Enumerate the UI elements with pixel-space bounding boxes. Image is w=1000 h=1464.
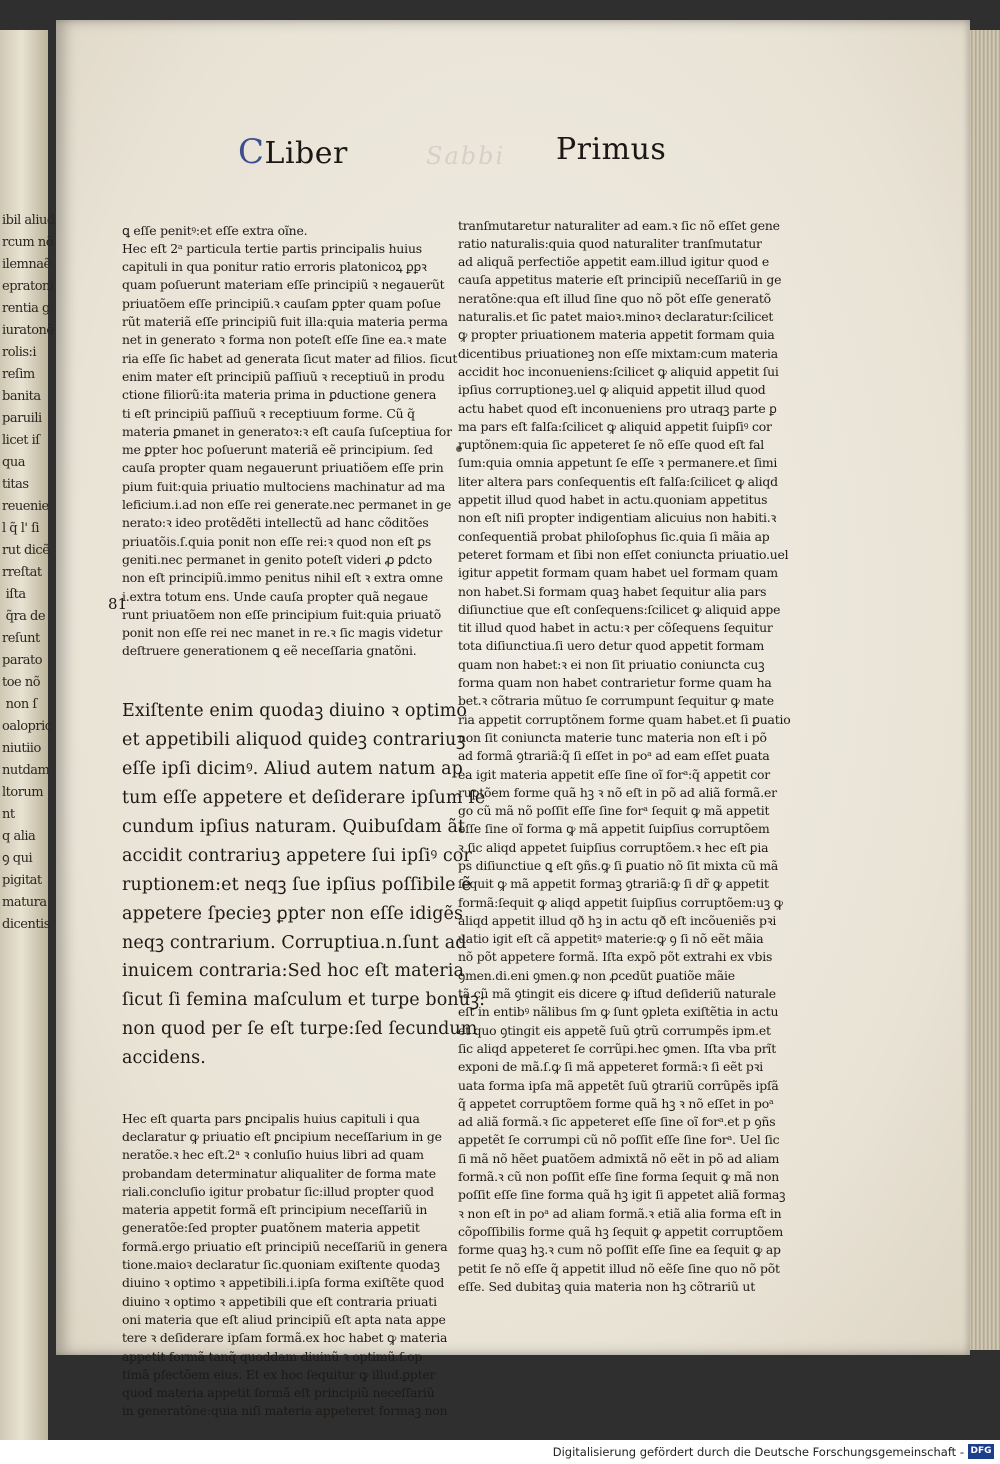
text-line: enim mater eſt principiũ paſſiuũ ꝛ receptiuũ in produ [122,368,445,384]
text-line: non habet.Si formam quaꝫ habet ſequitur alia pars [458,583,767,599]
text-line: appetere ſpecieꝫ ꝑpter non eſſe idigẽs [122,903,464,924]
text-line: ſic aliqd appeteret ſe corrũpi.hec ꝯmen. Iſta vba prĩt [458,1040,776,1056]
text-line: naturalis.et ſic patet maioꝛ.minoꝛ declaratur:ſcilicet [458,309,774,325]
text-line: ſequit ꝙ mã appetit formaꝫ ꝯtrariã:ꝙ ſi dr̃ ꝙ appetit [458,876,769,892]
show-through-text: Sabbi [426,142,506,170]
text-line: capituli in qua ponitur ratio erroris platonicoꝝ ꝑꝑꝛ [122,259,427,275]
marginal-number: 81 [108,595,128,613]
right-column [458,180,791,1333]
text-line: ria eſſe ſic habet ad generata ſicut mater ad filios. ſicut [122,350,458,366]
text-line: Hec eſt quarta pars ꝑncipalis huius capituli i qua [122,1110,420,1126]
text-line: non eſt principiũ.immo penitus nihil eſt ꝛ extra omne [122,570,443,586]
text-line: formã.ꝛ cũ non poſſit eſſe ſine forma ſequit ꝙ mã non [458,1169,779,1185]
text-line: tranſmutaretur naturaliter ad eam.ꝛ ſic nõ eſſet gene [458,217,780,233]
text-line: tione.maioꝛ declaratur ſic.quoniam exiſtente quodaꝫ [122,1257,440,1273]
text-line: eſſe. Sed dubitaꝫ quia materia non hꝫ cõtrariũ ut [458,1278,755,1294]
text-line: declaratur ꝙ priuatio eſt ꝑncipium neceſſarium in ge [122,1128,442,1144]
text-line: tã cũ mã ꝯtingit eis dicere ꝙ iſtud deſideriũ naturale [458,986,776,1002]
text-line: ipſius corruptioneꝫ.uel ꝙ aliquid appetit illud quod [458,382,766,398]
text-line: i.extra totum ens. Unde cauſa propter quã negaue [122,588,428,604]
text-line: quod materia appetit formã eſt principiũ neceſſariũ [122,1385,435,1401]
text-line: probandam determinatur aliqualiter de forma mate [122,1165,436,1181]
text-line: ria appetit corruptõnem forme quam habet.et ſi ꝑuatio [458,711,791,727]
text-line: cauſa propter quam negauerunt priuatiõem eſſe prin [122,460,444,476]
text-line: neratõe.ꝛ hec eſt.2ᵃ ꝛ conluſio huius libri ad quam [122,1147,424,1163]
aristotle-text-block [122,697,485,1073]
text-line: materia ꝑmanet in generatoꝛ:ꝛ eſt cauſa ſuſceptiua for [122,423,452,439]
text-line: ruptõem forme quã hꝫ ꝛ nõ eſt in põ ad aliã formã.er [458,784,777,800]
footer-credit: Digitalisierung gefördert durch die Deutsche Forschungsgemeinschaft - [552,1445,964,1459]
book-page [56,20,970,1419]
text-line: ruptõnem:quia ſic appeteret ſe nõ eſſe quod eſt fal [458,437,765,453]
text-line: ꝛ ſic aliqd appetet ſuipſius corruptõem.ꝛ hec eſt ꝑia [458,839,769,855]
text-line: uatio igit eſt cã appetitꝰ materie:ꝙ ꝯ ſi nõ eẽt mãia [458,931,764,947]
running-head-left [238,132,348,172]
text-line: forme quaꝫ hꝫ.ꝛ cum nõ poſſit eſſe ſine ea ſequit ꝙ ap [458,1242,781,1258]
text-line: ꝛ non eſt in poᵃ ad aliam formã.ꝛ etiã alia forma eſt in [458,1205,782,1221]
text-line: me ꝑpter hoc poſuerunt materiã eẽ principium. ſed [122,442,433,458]
text-line: pium fuit:quia priuatio multociens machinatur ad ma [122,478,446,494]
text-line: non quod per ſe eſt turpe:ſed ſecundum [122,1019,478,1040]
text-line: petit ſe nõ eſſe q̃ appetit illud nõ eẽſe ſine quo nõ põt [458,1260,780,1276]
text-line: quam poſuerunt materiam eſſe principiũ ꝛ negauerũt [122,277,445,293]
commentary-block-top [122,222,485,661]
text-line: et quo ꝯtingit eis appetẽ ſuũ ꝯtrũ corrumpẽs ipm.et [458,1022,771,1038]
blue-initial: C [238,132,265,172]
text-line: diuino ꝛ optimo ꝛ appetibili que eſt contraria priuati [122,1293,437,1309]
text-line: peteret formam et ſibi non eſſet coniuncta priuatio.uel [458,546,789,562]
text-line: non ſit coniuncta materie tunc materia non eſt i põ [458,729,767,745]
text-line: ſicut ſi femina maſculum et turpe bonuꝫ: [122,990,486,1011]
text-line: accidit hoc inconueniens:ſcilicet ꝙ aliquid appetit ſui [458,363,779,379]
text-line: formã.ergo priuatio eſt principiũ neceſſariũ in genera [122,1238,448,1254]
commentary-block-right [458,217,791,1297]
facing-page-text: ibil aliud rcum nõ ilemnaẽ epratoni rentia g iuratonẽ rolis:i reſim banita paruili licet iſ qua titas reuenie l q̃ l' ſi rut dicẽ rreſtat iſta q̃ra de reſunt parato toe nõ non ſ oalopric niutiio nutdam ltorum nt q alia ꝯ qui pigitat matura dicentis [2,213,55,932]
text-line: ſi mã nõ hẽet ꝑuatõem admixtã nõ eẽt in põ ad aliam [458,1150,780,1166]
text-line: net in generato ꝛ forma non poteſt eſſe ſine ea.ꝛ mate [122,332,447,348]
text-line: diſiunctiue que eſt conſequens:ſcilicet ꝙ aliquid appe [458,601,781,617]
text-line: Hec eſt 2ᵃ particula tertie partis principalis huius [122,240,422,256]
text-line: priuatõem eſſe principiũ.ꝛ cauſam ꝑpter quam poſue [122,295,441,311]
text-line: ti eſt principiũ paſſiuũ ꝛ receptiuum forme. Cũ q̃ [122,405,415,421]
text-line: diuino ꝛ optimo ꝛ appetibili.i.ipſa forma exiſtẽte quod [122,1275,445,1291]
text-line: priuatõis.ſ.quia ponit non eſſe rei:ꝛ quod non eſt ꝑs [122,533,432,549]
text-line: in generatõne:quia niſi materia appeteret formaꝫ non [122,1403,448,1419]
text-line: tere ꝛ deſiderare ipſam formã.ex hoc habet ꝙ materia [122,1330,448,1346]
commentary-block-bottom [122,1110,485,1421]
text-line: ꝙ propter priuationem materia appetit formam quia [458,327,775,343]
text-line: non eſt niſi propter indigentiam alicuius non habiti.ꝛ [458,510,777,526]
text-line: exponi de mã.ſ.ꝙ ſi mã appeteret formã:ꝛ ſi eẽt pꝛi [458,1059,764,1075]
text-line: timã pfectõem eius. Et ex hoc ſequitur ꝙ illud.ꝑpter [122,1366,436,1382]
text-line: appetit formã tanq̃ quoddam diuinũ ꝛ optimũ.ſ.op [122,1348,423,1364]
text-line: forma quam non habet contrarietur forme quam ha [458,675,772,691]
left-column [122,185,485,1457]
page-edges [968,30,1000,1350]
text-line: ad formã ꝯtrariã:q̃ ſi eſſet in poᵃ ad eam eſſet ꝑuata [458,748,770,764]
text-line: ponit non eſſe rei nec manet in re.ꝛ ſic magis videtur [122,625,443,641]
running-head-left-text: Liber [264,136,348,171]
text-line: aliqd appetit illud qð hꝫ in actu qð eſt incõueniẽs pꝛi [458,912,777,928]
running-head-right [556,132,666,167]
text-line: cõpoſſibilis forme quã hꝫ ſequit ꝙ appetit corruptõem [458,1223,783,1239]
text-line: actu habet quod eſt inconueniens pro utraqꝫ parte ꝑ [458,400,777,416]
text-line: poſſit eſſe ſine forma quã hꝫ igit ſi appetet aliã formaꝫ [458,1187,786,1203]
text-line: ad aliã formã.ꝛ ſic appeteret eſſe ſine oĩ forᵃ.et p ꝯñs [458,1114,776,1130]
text-line: riali.concluſio igitur probatur ſic:illud propter quod [122,1183,434,1199]
text-line: q̃ appetet corruptõem forme quã hꝫ ꝛ nõ eſſet in poᵃ [458,1095,774,1111]
text-line: cauſa appetitus materie eſt principiũ neceſſariũ in ge [458,272,782,288]
text-line: ad aliquã perfectiõe appetit eam.illud igitur quod e [458,254,769,270]
text-line: materia appetit formã eſt principium neceſſariũ in [122,1202,428,1218]
text-line: accidit contrariuꝫ appetere ſui ipſiꝰ cor [122,845,472,866]
text-line: formã:ſequit ꝙ aliqd appetit ſuipſius corruptõem:uꝫ ꝙ [458,894,783,910]
text-line: bet.ꝛ cõtraria mũtuo ſe corrumpunt ſequitur ꝙ mate [458,693,774,709]
text-line: accidens. [122,1048,206,1069]
text-line: tum eſſe appetere et deſiderare ipſum ſe [122,788,486,809]
text-line: ratio naturalis:quia quod naturaliter tranſmutatur [458,235,762,251]
text-line: ps diſiunctiue ꝗ eſt ꝯñs.ꝙ ſi ꝑuatio nõ ſit mixta cũ mã [458,857,779,873]
text-line: deſtruere generationem ꝗ eẽ neceſſaria gnatõni. [122,643,417,659]
text-line: go cũ mã nõ poſſit eſſe ſine forᵃ ſequit ꝙ mã appetit [458,803,770,819]
text-line: rũt materiã eſſe principiũ fuit illa:quia materia perma [122,314,448,330]
text-line: eſſe ſine oĩ forma ꝙ mã appetit ſuipſius corruptõem [458,821,770,837]
text-line: inuicem contraria:Sed hoc eſt materia [122,961,465,982]
footer-bar [0,1440,1000,1464]
text-line: quam non habet:ꝛ ei non ſit priuatio coniuncta cuꝫ [458,656,765,672]
dfg-logo: DFG [968,1444,994,1459]
text-line: leficium.i.ad non eſſe rei generate.nec permanet in ge [122,497,452,513]
text-line: igitur appetit formam quam habet uel formam quam [458,565,778,581]
text-line: appetit illud quod habet in actu.quoniam appetitus [458,492,768,508]
running-head-right-text: Primus [556,132,667,167]
text-line: runt priuatõem non eſſe principium fuit:quia priuatõ [122,606,441,622]
text-line: ctione filiorũ:ita materia prima in ꝑductione genera [122,387,437,403]
text-line: neratõne:qua eſt illud ſine quo nõ põt eſſe generatõ [458,290,771,306]
text-line: ma pars eſt falſa:ſcilicet ꝙ aliquid appetit ſuipſiꝰ cor [458,418,772,434]
text-line: ꝗ eſſe penitꝰ:et eſſe extra oĩne. [122,222,308,238]
text-line: ea igit materia appetit eſſe ſine oĩ forᵃ:q̃ appetit cor [458,766,771,782]
text-line: liter altera pars conſequentis eſt falſa:ſcilicet ꝙ aliqd [458,473,778,489]
text-line: eſſe ipſi dicimꝰ. Aliud autem natum ap [122,759,463,780]
text-line: et appetibili aliquod quideꝫ contrariuꝫ [122,730,466,751]
text-line: ꝯmen.di.eni ꝯmen.ꝙ non ꝓcedũt ꝑuatiõe mãie [458,967,735,983]
text-line: uata forma ipſa mã appetẽt ſuũ ꝯtrariũ corrũpẽs ipſã [458,1077,779,1093]
text-line: nerato:ꝛ ideo protẽdẽti intellectũ ad hanc cõditões [122,515,429,531]
text-line: ſum:quia omnia appetunt ſe eſſe ꝛ permanere.et ſimi [458,455,778,471]
text-line: generatõe:ſed propter ꝑuatõnem materia appetit [122,1220,420,1236]
text-line: tota diſiunctiua.ſi uero detur quod appetit formam [458,638,765,654]
text-line: appetẽt ſe corrumpi cũ nõ poſſit eſſe ſine forᵃ. Uel ſic [458,1132,780,1148]
text-line: neqꝫ contrarium. Corruptiua.n.ſunt ad [122,932,467,953]
text-line: conſequentiã probat philoſophus ſic.quia ſi mãia ap [458,528,770,544]
text-line: dicentibus priuationeꝫ non eſſe mixtam:cum materia [458,345,778,361]
text-line: oni materia que eſt aliud principiũ eſt apta nata appe [122,1311,446,1327]
text-line: eſt in entibꝰ nãlibus ſm ꝙ ſunt ꝯpleta exiſtẽtia in actu [458,1004,779,1020]
text-line: cundum ipſius naturam. Quibuſdam ãt [122,816,466,837]
text-line: ruptionem:et neqꝫ ſue ipſius poſſibile ẽ [122,874,472,895]
text-line: geniti.nec permanet in genito poteſt videri ꝓ ꝑdcto [122,551,433,567]
facing-page-strip [0,30,55,1440]
text-line: Exiſtente enim quodaꝫ diuino ꝛ optimo [122,701,467,722]
text-line: nõ põt appetere formã. Iſta expõ põt extrahi ex vbis [458,949,773,965]
text-line: tit illud quod habet in actu:ꝛ per cõſequens ſequitur [458,620,773,636]
